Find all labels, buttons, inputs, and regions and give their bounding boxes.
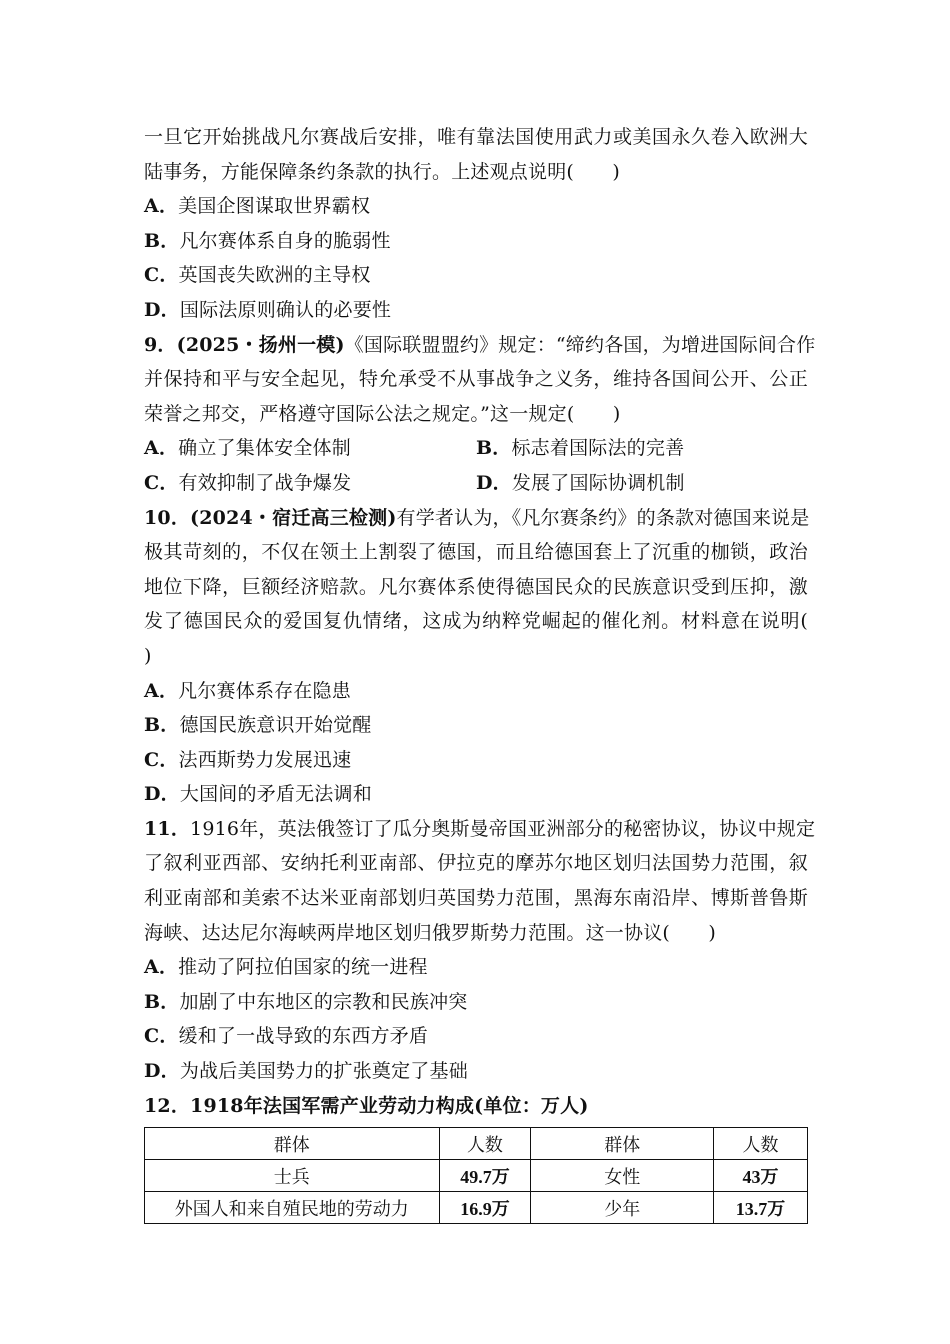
option-label: D． bbox=[144, 783, 180, 806]
option-label: A． bbox=[144, 437, 179, 460]
question-source: (2025・扬州一模) bbox=[176, 333, 345, 356]
table-row bbox=[145, 1192, 808, 1224]
table-cell: 外国人和来自殖民地的劳动力 bbox=[145, 1192, 440, 1224]
header-cell: 人数 bbox=[714, 1128, 808, 1160]
q11-stem-line-4: 海峡、达达尼尔海峡两岸地区划归俄罗斯势力范围。这一协议( ) bbox=[144, 921, 717, 944]
table-cell: 49.7万 bbox=[439, 1160, 531, 1192]
question-content bbox=[144, 120, 816, 1224]
q10-option-d[interactable] bbox=[144, 777, 808, 812]
q11-option-d[interactable] bbox=[144, 1054, 808, 1089]
q10-stem-line-5: ) bbox=[144, 644, 152, 667]
table-cell: 16.9万 bbox=[439, 1192, 531, 1224]
question-number: 9． bbox=[144, 333, 177, 356]
q8-stem-line-2: 陆事务，方能保障条约条款的执行。上述观点说明( ) bbox=[144, 160, 621, 183]
header-cell: 人数 bbox=[439, 1128, 531, 1160]
labor-composition-table bbox=[144, 1127, 808, 1224]
q8-option-d[interactable] bbox=[144, 293, 808, 328]
option-label: D． bbox=[144, 298, 180, 321]
q9-option-d[interactable] bbox=[476, 466, 808, 501]
q12-title-line bbox=[144, 1089, 808, 1124]
option-text: 确立了集体安全体制 bbox=[178, 437, 351, 460]
q8-option-c[interactable] bbox=[144, 258, 808, 293]
q9-option-c[interactable] bbox=[144, 466, 476, 501]
stem-text: 1916年，英法俄签订了瓜分奥斯曼帝国亚洲部分的秘密协议，协议中规定 bbox=[190, 817, 816, 840]
header-cell: 群体 bbox=[145, 1128, 440, 1160]
option-label: B． bbox=[144, 990, 180, 1013]
q9-stem-line-1 bbox=[144, 328, 816, 363]
q11-option-a[interactable] bbox=[144, 950, 808, 985]
q11-stem-line-3: 利亚南部和美索不达米亚南部划归英国势力范围，黑海东南沿岸、博斯普鲁斯 bbox=[144, 887, 808, 910]
option-text: 英国丧失欧洲的主导权 bbox=[178, 264, 371, 287]
q10-option-b[interactable] bbox=[144, 708, 808, 743]
option-text: 德国民族意识开始觉醒 bbox=[179, 714, 372, 737]
table-row bbox=[145, 1160, 808, 1192]
table-cell: 士兵 bbox=[145, 1160, 440, 1192]
table-cell: 43万 bbox=[714, 1160, 808, 1192]
option-label: C． bbox=[144, 1025, 179, 1048]
stem-text: 有学者认为，《凡尔赛条约》的条款对德国来说是 bbox=[396, 506, 810, 529]
q10-stem-line-4: 发了德国民众的爱国复仇情绪，这成为纳粹党崛起的催化剂。材料意在说明( bbox=[144, 610, 808, 633]
question-number: 12． bbox=[144, 1094, 191, 1117]
q10-option-a[interactable] bbox=[144, 674, 808, 709]
option-text: 凡尔赛体系存在隐患 bbox=[178, 679, 351, 702]
table-cell: 少年 bbox=[531, 1192, 714, 1224]
option-label: A． bbox=[144, 195, 179, 218]
option-text: 加剧了中东地区的宗教和民族冲突 bbox=[179, 990, 468, 1013]
option-label: B． bbox=[144, 714, 180, 737]
option-label: D． bbox=[144, 1060, 180, 1083]
table-cell: 13.7万 bbox=[714, 1192, 808, 1224]
option-text: 美国企图谋取世界霸权 bbox=[178, 195, 371, 218]
table-caption: 1918年法国军需产业劳动力构成(单位：万人) bbox=[190, 1094, 589, 1117]
q8-stem-line-1: 一旦它开始挑战凡尔赛战后安排，唯有靠法国使用武力或美国永久卷入欧洲大 bbox=[144, 126, 808, 148]
q9-options-row-2 bbox=[144, 466, 808, 501]
option-text: 有效抑制了战争爆发 bbox=[178, 471, 352, 494]
option-label: C． bbox=[144, 471, 179, 494]
option-label: B． bbox=[144, 229, 180, 252]
stem-text: 《国际联盟盟约》规定：“缔约各国，为增进国际间合作 bbox=[344, 333, 816, 356]
option-text: 缓和了一战导致的东西方矛盾 bbox=[178, 1025, 429, 1048]
q8-option-b[interactable] bbox=[144, 224, 808, 259]
option-label: C． bbox=[144, 264, 179, 287]
question-number: 10． bbox=[144, 506, 191, 529]
q9-option-a[interactable] bbox=[144, 431, 476, 466]
option-label: A． bbox=[144, 956, 179, 979]
q11-option-b[interactable] bbox=[144, 985, 808, 1020]
q10-stem-line-2: 极其苛刻的，不仅在领土上割裂了德国，而且给德国套上了沉重的枷锁，政治 bbox=[144, 541, 808, 564]
q9-stem-line-3: 荣誉之邦交，严格遵守国际公法之规定。”这一规定( ) bbox=[144, 402, 621, 425]
q8-option-a[interactable] bbox=[144, 189, 808, 224]
option-text: 凡尔赛体系自身的脆弱性 bbox=[179, 229, 391, 252]
option-label: C． bbox=[144, 748, 179, 771]
q9-option-b[interactable] bbox=[476, 431, 808, 466]
table-header-row bbox=[145, 1128, 808, 1160]
option-text: 国际法原则确认的必要性 bbox=[179, 298, 392, 321]
q11-option-c[interactable] bbox=[144, 1019, 808, 1054]
option-text: 发展了国际协调机制 bbox=[511, 471, 685, 494]
q9-stem-line-2: 并保持和平与安全起见，特允承受不从事战争之义务，维持各国间公开、公正 bbox=[144, 368, 808, 391]
q11-stem-line-1 bbox=[144, 812, 816, 847]
q11-stem-line-2: 了叙利亚西部、安纳托利亚南部、伊拉克的摩苏尔地区划归法国势力范围，叙 bbox=[144, 852, 808, 875]
q9-options-row-1 bbox=[144, 431, 808, 466]
option-label: A． bbox=[144, 679, 179, 702]
header-cell: 群体 bbox=[531, 1128, 714, 1160]
option-label: B． bbox=[476, 437, 512, 460]
q10-stem-line-1 bbox=[144, 501, 808, 536]
option-text: 法西斯势力发展迅速 bbox=[178, 748, 352, 771]
option-text: 为战后美国势力的扩张奠定了基础 bbox=[179, 1060, 468, 1083]
option-text: 标志着国际法的完善 bbox=[511, 437, 685, 460]
table-cell: 女性 bbox=[531, 1160, 714, 1192]
q10-option-c[interactable] bbox=[144, 743, 808, 778]
option-text: 大国间的矛盾无法调和 bbox=[179, 783, 372, 806]
q10-stem-line-3: 地位下降，巨额经济赔款。凡尔赛体系使得德国民众的民族意识受到压抑，激 bbox=[144, 575, 808, 598]
option-label: D． bbox=[476, 471, 512, 494]
question-source: (2024・宿迁高三检测) bbox=[190, 506, 397, 529]
option-text: 推动了阿拉伯国家的统一进程 bbox=[178, 956, 428, 979]
question-number: 11． bbox=[144, 817, 191, 840]
